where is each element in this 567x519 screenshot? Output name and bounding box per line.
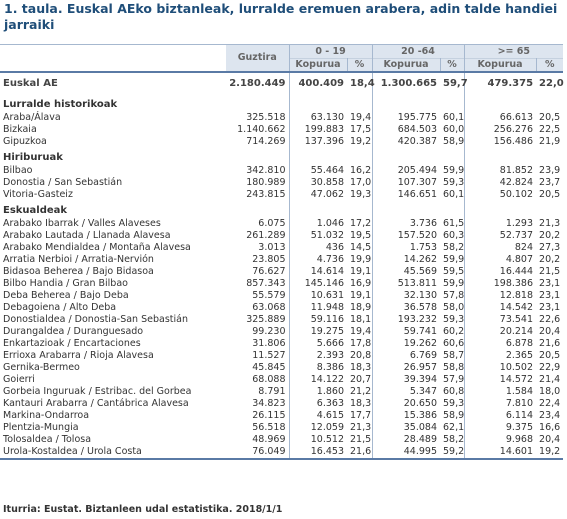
- cell-pct-0-19: 19,1: [347, 266, 372, 278]
- table-row: [0, 254, 563, 266]
- cell-pct-20-64: 60,6: [440, 338, 464, 350]
- cell-pct-20-64: 57,9: [440, 374, 464, 386]
- table-row: [0, 266, 563, 278]
- cell-pct-0-19: 16,9: [347, 278, 372, 290]
- cell-kopurua-65-plus: 2.365: [505, 350, 534, 361]
- cell-pct-65-plus: 20,4: [539, 434, 561, 445]
- row-name: Durangaldea / Duranguesado: [3, 326, 144, 337]
- section-spacer-cell: [226, 95, 289, 112]
- cell-kopurua-20-64: 193.232: [397, 314, 438, 325]
- cell-pct-20-64: 60,1: [440, 112, 464, 124]
- table-row: [0, 177, 563, 189]
- cell-pct-0-19: 17,0: [347, 177, 372, 189]
- cell-pct-20-64: 60,3: [440, 230, 464, 242]
- cell-guztira: 243.815: [226, 189, 289, 201]
- cell-pct-0-19: 21,5: [347, 434, 372, 446]
- cell-pct-65-plus: 22,0: [536, 72, 563, 95]
- table-row: [0, 386, 563, 398]
- cell-kopurua-0-19: 10.512: [310, 434, 344, 445]
- row-name: Vitoria-Gasteiz: [3, 189, 73, 200]
- cell-pct-65-plus: 22,6: [539, 314, 561, 325]
- table-row: [0, 124, 563, 136]
- cell-guztira: 1.140.662: [226, 124, 289, 136]
- table-row: [0, 290, 563, 302]
- cell-kopurua-20-64: 3.736: [409, 218, 438, 229]
- cell-pct-20-64: 58,0: [440, 302, 464, 314]
- cell-pct-65-plus: 21,5: [539, 266, 561, 277]
- cell-kopurua-0-19: 2.393: [316, 350, 344, 361]
- cell-pct-0-19: 20,8: [347, 350, 372, 362]
- section-spacer-cell: [347, 201, 372, 218]
- cell-pct-65-plus: 23,7: [539, 177, 561, 188]
- cell-kopurua-65-plus: 156.486: [493, 136, 534, 147]
- cell-kopurua-65-plus: 6.878: [505, 338, 534, 349]
- cell-pct-65-plus: 23,1: [539, 290, 561, 301]
- cell-kopurua-0-19: 16.453: [289, 446, 347, 459]
- cell-kopurua-0-19: 51.032: [310, 230, 344, 241]
- cell-kopurua-65-plus: 14.542: [499, 302, 534, 313]
- section-spacer-cell: [226, 201, 289, 218]
- cell-kopurua-0-19: 59.116: [310, 314, 344, 325]
- cell-pct-65-plus: 20,2: [539, 254, 561, 265]
- table-row: [0, 136, 563, 148]
- cell-pct-20-64: 58,9: [440, 136, 464, 148]
- cell-pct-65-plus: 21,3: [539, 218, 561, 229]
- section-spacer-cell: [372, 201, 440, 218]
- cell-kopurua-0-19: 14.122: [310, 374, 344, 385]
- cell-pct-65-plus: 23,1: [539, 302, 561, 313]
- row-name: Kantauri Arabarra / Cantábrica Alavesa: [3, 398, 189, 409]
- table-row: [0, 362, 563, 374]
- cell-pct-65-plus: 20,5: [539, 189, 561, 200]
- row-name: Bilbo Handia / Gran Bilbao: [3, 278, 128, 289]
- cell-pct-0-19: 17,8: [347, 338, 372, 350]
- cell-kopurua-0-19: 8.386: [316, 362, 344, 373]
- cell-pct-0-19: 17,2: [347, 218, 372, 230]
- header-kopurua-3: Kopurua: [464, 59, 536, 73]
- table-row: [0, 350, 563, 362]
- table-row: [0, 218, 563, 230]
- cell-kopurua-0-19: 12.059: [310, 422, 344, 433]
- cell-pct-20-64: 59,9: [440, 278, 464, 290]
- cell-guztira: 325.889: [226, 314, 289, 326]
- cell-kopurua-65-plus: 42.824: [499, 177, 534, 188]
- cell-guztira: 261.289: [226, 230, 289, 242]
- section-spacer-cell: [347, 95, 372, 112]
- cell-kopurua-20-64: 195.775: [397, 112, 438, 123]
- cell-pct-20-64: 58,7: [440, 350, 464, 362]
- cell-pct-20-64: 59,2: [440, 446, 464, 459]
- cell-kopurua-20-64: 205.494: [397, 165, 438, 176]
- cell-kopurua-65-plus: 6.114: [505, 410, 534, 421]
- section-title: Lurralde historikoak: [3, 99, 118, 110]
- header-group-20-64: 20 -64: [372, 45, 464, 59]
- cell-guztira: 8.791: [226, 386, 289, 398]
- cell-pct-65-plus: 21,9: [539, 136, 561, 147]
- table-row: [0, 314, 563, 326]
- cell-kopurua-0-19: 199.883: [304, 124, 344, 135]
- cell-kopurua-0-19: 10.631: [310, 290, 344, 301]
- table-body: [0, 45, 563, 460]
- cell-kopurua-20-64: 5.347: [409, 386, 438, 397]
- cell-pct-0-19: 19,4: [347, 112, 372, 124]
- section-spacer-cell: [289, 201, 347, 218]
- cell-pct-65-plus: 23,1: [539, 278, 561, 289]
- cell-pct-20-64: 58,2: [440, 434, 464, 446]
- cell-kopurua-0-19: 14.614: [310, 266, 344, 277]
- header-corner: [0, 45, 226, 59]
- cell-pct-20-64: 62,1: [440, 422, 464, 434]
- cell-kopurua-20-64: 45.569: [403, 266, 438, 277]
- cell-pct-65-plus: 19,2: [536, 446, 563, 459]
- cell-guztira: 56.518: [226, 422, 289, 434]
- section-spacer-cell: [464, 201, 536, 218]
- cell-kopurua-65-plus: 479.375: [464, 72, 536, 95]
- header-row-groups: [0, 45, 563, 59]
- cell-guztira: 76.627: [226, 266, 289, 278]
- row-name: Arabako Mendialdea / Montaña Alavesa: [3, 242, 191, 253]
- population-table: [0, 44, 563, 460]
- cell-kopurua-65-plus: 73.541: [499, 314, 534, 325]
- cell-pct-20-64: 59,9: [440, 165, 464, 177]
- cell-pct-20-64: 59,9: [440, 254, 464, 266]
- cell-pct-65-plus: 27,3: [539, 242, 561, 253]
- section-spacer-cell: [440, 201, 464, 218]
- cell-kopurua-20-64: 26.957: [403, 362, 438, 373]
- cell-kopurua-0-19: 1.860: [316, 386, 344, 397]
- cell-guztira: 45.845: [226, 362, 289, 374]
- cell-pct-0-19: 19,4: [347, 326, 372, 338]
- row-name: Arabako Ibarrak / Valles Alaveses: [3, 218, 161, 229]
- cell-guztira: 714.269: [226, 136, 289, 148]
- cell-pct-20-64: 57,8: [440, 290, 464, 302]
- cell-kopurua-0-19: 4.736: [316, 254, 344, 265]
- cell-pct-20-64: 59,7: [440, 72, 464, 95]
- cell-pct-20-64: 61,5: [440, 218, 464, 230]
- cell-pct-20-64: 60,0: [440, 124, 464, 136]
- row-name: Markina-Ondarroa: [3, 410, 90, 421]
- section-spacer-cell: [347, 148, 372, 165]
- cell-kopurua-65-plus: 10.502: [499, 362, 534, 373]
- cell-pct-20-64: 60,8: [440, 386, 464, 398]
- cell-kopurua-0-19: 55.464: [310, 165, 344, 176]
- section-title: Hiriburuak: [3, 152, 63, 163]
- cell-pct-0-19: 18,3: [347, 398, 372, 410]
- cell-guztira: 325.518: [226, 112, 289, 124]
- section-spacer-cell: [289, 95, 347, 112]
- cell-kopurua-0-19: 5.666: [316, 338, 344, 349]
- table-row: [0, 242, 563, 254]
- table-row: [0, 374, 563, 386]
- cell-pct-20-64: 58,9: [440, 410, 464, 422]
- cell-kopurua-20-64: 20.650: [403, 398, 438, 409]
- total-row: [0, 72, 563, 95]
- row-name: Bizkaia: [3, 124, 37, 135]
- cell-kopurua-65-plus: 9.375: [505, 422, 534, 433]
- cell-pct-0-19: 18,1: [347, 314, 372, 326]
- cell-guztira: 99.230: [226, 326, 289, 338]
- cell-pct-20-64: 58,2: [440, 242, 464, 254]
- cell-kopurua-65-plus: 16.444: [499, 266, 534, 277]
- cell-pct-0-19: 18,9: [347, 302, 372, 314]
- cell-kopurua-65-plus: 50.102: [499, 189, 534, 200]
- row-name: Arratia Nerbioi / Arratia-Nervión: [3, 254, 154, 265]
- cell-kopurua-65-plus: 9.968: [505, 434, 534, 445]
- cell-kopurua-0-19: 47.062: [310, 189, 344, 200]
- row-name: Bidasoa Beherea / Bajo Bidasoa: [3, 266, 154, 277]
- cell-kopurua-20-64: 15.386: [403, 410, 438, 421]
- cell-guztira: 26.115: [226, 410, 289, 422]
- row-name: Debagoiena / Alto Deba: [3, 302, 117, 313]
- row-name: Deba Beherea / Bajo Deba: [3, 290, 129, 301]
- cell-kopurua-65-plus: 4.807: [505, 254, 534, 265]
- cell-kopurua-0-19: 137.396: [304, 136, 344, 147]
- cell-guztira: 342.810: [226, 165, 289, 177]
- header-kopurua-2: Kopurua: [372, 59, 440, 73]
- cell-pct-20-64: 58,8: [440, 362, 464, 374]
- cell-guztira: 3.013: [226, 242, 289, 254]
- cell-kopurua-20-64: 684.503: [397, 124, 438, 135]
- row-name: Enkartazioak / Encartaciones: [3, 338, 141, 349]
- cell-kopurua-20-64: 1.753: [409, 242, 438, 253]
- cell-guztira: 23.805: [226, 254, 289, 266]
- row-name: Gorbeia Inguruak / Estribac. del Gorbea: [3, 386, 192, 397]
- cell-kopurua-20-64: 39.394: [403, 374, 438, 385]
- cell-kopurua-65-plus: 198.386: [493, 278, 534, 289]
- table-row: [0, 398, 563, 410]
- cell-kopurua-0-19: 145.146: [304, 278, 344, 289]
- cell-pct-0-19: 19,3: [347, 189, 372, 201]
- section-spacer-cell: [464, 148, 536, 165]
- cell-pct-20-64: 59,3: [440, 398, 464, 410]
- table-row: [0, 338, 563, 350]
- cell-kopurua-0-19: 400.409: [289, 72, 347, 95]
- cell-pct-0-19: 19,2: [347, 136, 372, 148]
- header-group-65-plus: >= 65: [464, 45, 563, 59]
- section-header: [0, 201, 563, 218]
- section-spacer-cell: [289, 148, 347, 165]
- section-spacer-cell: [372, 148, 440, 165]
- cell-pct-20-64: 59,3: [440, 177, 464, 189]
- cell-pct-65-plus: 20,5: [539, 350, 561, 361]
- cell-pct-65-plus: 20,2: [539, 230, 561, 241]
- cell-guztira: 857.343: [226, 278, 289, 290]
- cell-kopurua-20-64: 146.651: [397, 189, 438, 200]
- header-corner-2: [0, 59, 226, 73]
- cell-pct-0-19: 16,2: [347, 165, 372, 177]
- cell-pct-20-64: 59,3: [440, 314, 464, 326]
- cell-kopurua-20-64: 6.769: [409, 350, 438, 361]
- cell-guztira: 2.180.449: [226, 72, 289, 95]
- row-name: Arabako Lautada / Llanada Alavesa: [3, 230, 171, 241]
- section-spacer-cell: [226, 148, 289, 165]
- cell-kopurua-65-plus: 14.601: [464, 446, 536, 459]
- cell-pct-0-19: 18,3: [347, 362, 372, 374]
- row-name: Gipuzkoa: [3, 136, 47, 147]
- cell-pct-0-19: 17,5: [347, 124, 372, 136]
- cell-kopurua-20-64: 513.811: [397, 278, 438, 289]
- cell-guztira: 48.969: [226, 434, 289, 446]
- cell-kopurua-20-64: 19.262: [403, 338, 438, 349]
- cell-guztira: 11.527: [226, 350, 289, 362]
- cell-kopurua-65-plus: 7.810: [505, 398, 534, 409]
- cell-pct-0-19: 14,5: [347, 242, 372, 254]
- cell-pct-0-19: 21,2: [347, 386, 372, 398]
- cell-kopurua-20-64: 14.262: [403, 254, 438, 265]
- cell-kopurua-0-19: 436: [325, 242, 344, 253]
- cell-pct-65-plus: 20,5: [539, 112, 561, 123]
- table-row: [0, 410, 563, 422]
- cell-kopurua-65-plus: 52.737: [499, 230, 534, 241]
- row-name: Plentzia-Mungia: [3, 422, 79, 433]
- cell-kopurua-20-64: 35.084: [403, 422, 438, 433]
- cell-pct-0-19: 18,4: [347, 72, 372, 95]
- section-spacer-cell: [440, 95, 464, 112]
- row-name: Tolosaldea / Tolosa: [3, 434, 92, 445]
- cell-kopurua-0-19: 63.130: [310, 112, 344, 123]
- table-row: [0, 165, 563, 177]
- row-name: Donostia / San Sebastián: [3, 177, 123, 188]
- cell-pct-0-19: 19,5: [347, 230, 372, 242]
- row-name: Euskal AE: [0, 72, 226, 95]
- section-spacer-cell: [536, 201, 563, 218]
- cell-pct-0-19: 17,7: [347, 410, 372, 422]
- cell-pct-65-plus: 18,0: [539, 386, 561, 397]
- header-kopurua-1: Kopurua: [289, 59, 347, 73]
- section-spacer-cell: [372, 95, 440, 112]
- cell-pct-65-plus: 23,4: [539, 410, 561, 421]
- cell-kopurua-20-64: 1.300.665: [372, 72, 440, 95]
- cell-guztira: 63.068: [226, 302, 289, 314]
- table-row: [0, 446, 563, 459]
- row-name: Donostialdea / Donostia-San Sebastián: [3, 314, 188, 325]
- cell-guztira: 31.806: [226, 338, 289, 350]
- table-row: [0, 230, 563, 242]
- cell-pct-0-19: 21,3: [347, 422, 372, 434]
- row-name: Araba/Álava: [3, 112, 61, 123]
- header-pct-1: %: [347, 59, 372, 73]
- cell-kopurua-20-64: 420.387: [397, 136, 438, 147]
- section-header: [0, 148, 563, 165]
- cell-kopurua-65-plus: 66.613: [499, 112, 534, 123]
- row-name: Urola-Kostaldea / Urola Costa: [0, 446, 226, 459]
- table-row: [0, 422, 563, 434]
- table-row: [0, 112, 563, 124]
- cell-kopurua-0-19: 4.615: [316, 410, 344, 421]
- row-name: Goierri: [3, 374, 35, 385]
- cell-pct-65-plus: 22,9: [539, 362, 561, 373]
- cell-kopurua-65-plus: 12.818: [499, 290, 534, 301]
- cell-kopurua-0-19: 11.948: [310, 302, 344, 313]
- cell-pct-65-plus: 23,9: [539, 165, 561, 176]
- cell-pct-0-19: 20,7: [347, 374, 372, 386]
- cell-pct-65-plus: 21,4: [539, 374, 561, 385]
- cell-kopurua-20-64: 157.520: [397, 230, 438, 241]
- section-header: [0, 95, 563, 112]
- cell-guztira: 180.989: [226, 177, 289, 189]
- table-row: [0, 189, 563, 201]
- cell-guztira: 55.579: [226, 290, 289, 302]
- cell-pct-65-plus: 16,6: [539, 422, 561, 433]
- cell-kopurua-0-19: 19.275: [310, 326, 344, 337]
- source-footer: Iturria: Eustat. Biztanleen udal estatistika. 2018/1/1: [3, 504, 283, 515]
- cell-kopurua-0-19: 1.046: [316, 218, 344, 229]
- table-row: [0, 434, 563, 446]
- table-row: [0, 302, 563, 314]
- cell-guztira: 76.049: [226, 446, 289, 459]
- table-row: [0, 278, 563, 290]
- cell-kopurua-20-64: 32.130: [403, 290, 438, 301]
- section-spacer-cell: [440, 148, 464, 165]
- cell-guztira: 6.075: [226, 218, 289, 230]
- cell-kopurua-20-64: 59.741: [403, 326, 438, 337]
- cell-kopurua-65-plus: 824: [514, 242, 534, 253]
- cell-kopurua-0-19: 30.858: [310, 177, 344, 188]
- cell-kopurua-20-64: 107.307: [397, 177, 438, 188]
- cell-pct-65-plus: 22,5: [539, 124, 561, 135]
- cell-guztira: 34.823: [226, 398, 289, 410]
- header-pct-2: %: [440, 59, 464, 73]
- cell-guztira: 68.088: [226, 374, 289, 386]
- cell-pct-20-64: 59,5: [440, 266, 464, 278]
- cell-pct-65-plus: 21,6: [539, 338, 561, 349]
- section-spacer-cell: [536, 95, 563, 112]
- section-spacer-cell: [536, 148, 563, 165]
- header-group-0-19: 0 - 19: [289, 45, 372, 59]
- row-name: Gernika-Bermeo: [3, 362, 80, 373]
- header-pct-3: %: [536, 59, 563, 73]
- cell-kopurua-65-plus: 1.293: [505, 218, 534, 229]
- row-name: Bilbao: [3, 165, 33, 176]
- table-title: 1. taula. Euskal AEko biztanleak, lurralde eremuen arabera, adin talde handiei jarraiki: [4, 1, 558, 32]
- cell-kopurua-65-plus: 1.584: [505, 386, 534, 397]
- cell-kopurua-65-plus: 256.276: [493, 124, 534, 135]
- cell-pct-65-plus: 22,4: [539, 398, 561, 409]
- row-name: Errioxa Arabarra / Rioja Alavesa: [3, 350, 154, 361]
- table-row: [0, 326, 563, 338]
- cell-kopurua-65-plus: 81.852: [499, 165, 534, 176]
- cell-kopurua-0-19: 6.363: [316, 398, 344, 409]
- cell-kopurua-20-64: 44.995: [372, 446, 440, 459]
- cell-kopurua-20-64: 28.489: [403, 434, 438, 445]
- cell-pct-0-19: 19,1: [347, 290, 372, 302]
- cell-pct-20-64: 60,1: [440, 189, 464, 201]
- header-guztira: Guztira: [226, 45, 289, 73]
- cell-kopurua-65-plus: 14.572: [499, 374, 534, 385]
- cell-pct-0-19: 19,9: [347, 254, 372, 266]
- cell-pct-20-64: 60,2: [440, 326, 464, 338]
- section-spacer-cell: [464, 95, 536, 112]
- section-title: Eskualdeak: [3, 205, 68, 216]
- cell-pct-65-plus: 20,4: [539, 326, 561, 337]
- cell-kopurua-65-plus: 20.214: [499, 326, 534, 337]
- cell-kopurua-20-64: 36.578: [403, 302, 438, 313]
- cell-pct-0-19: 21,6: [347, 446, 372, 459]
